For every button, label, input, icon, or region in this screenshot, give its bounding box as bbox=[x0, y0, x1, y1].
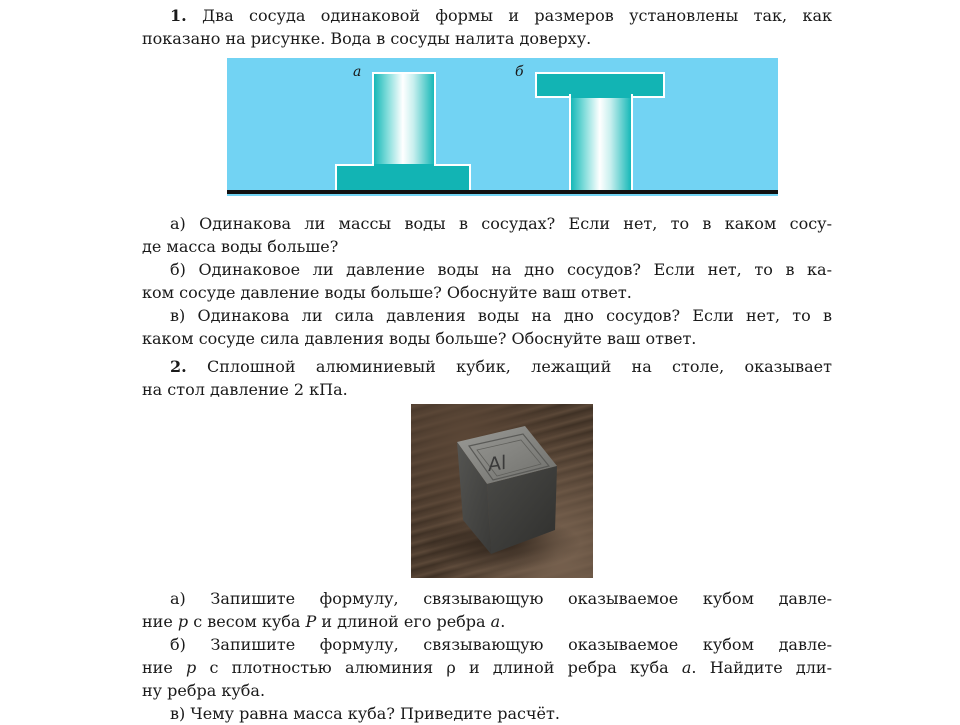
vessel-a-base bbox=[335, 164, 471, 192]
q1b-line2: ком сосуде давление воды больше? Обоснуйте ваш ответ. bbox=[142, 283, 632, 302]
problem2-number: 2. bbox=[170, 357, 187, 376]
vessel-a-label: а bbox=[353, 64, 362, 80]
problem1-number: 1. bbox=[170, 6, 187, 25]
aluminum-cube-photo bbox=[411, 404, 593, 578]
q1a-line2: де масса воды больше? bbox=[142, 237, 339, 256]
q1b-line1: б) Одинаковое ли давление воды на дно сосудов? Если нет, то в ка- bbox=[170, 260, 832, 279]
problem1-intro-line1 bbox=[142, 4, 832, 27]
problem2-intro bbox=[142, 355, 832, 401]
problem1-questions bbox=[142, 212, 832, 350]
ground-line bbox=[227, 190, 778, 194]
q2c-line1: в) Чему равна масса куба? Приведите расчёт. bbox=[170, 704, 560, 723]
q2b-line1: б) Запишите формулу, связывающую оказываемое кубом давле- bbox=[170, 635, 832, 654]
problem2-intro-text1: Сплошной алюминиевый кубик, лежащий на столе, оказывает bbox=[207, 357, 832, 376]
vessel-b-stem bbox=[569, 94, 633, 192]
vessels-figure bbox=[227, 58, 778, 196]
problem1-intro-text1: Два сосуда одинаковой формы и размеров установлены так, как bbox=[202, 6, 832, 25]
q1c-line1: в) Одинакова ли сила давления воды на дно сосудов? Если нет, то в bbox=[170, 306, 832, 325]
cube-symbol-text: Al bbox=[488, 451, 507, 477]
vessel-a-joint bbox=[374, 164, 434, 168]
q2b-line3: ну ребра куба. bbox=[142, 681, 266, 700]
vessel-b-label: б bbox=[515, 64, 524, 80]
problem1-intro bbox=[142, 4, 832, 50]
q1a-line1: а) Одинакова ли массы воды в сосудах? Если нет, то в каком сосу- bbox=[170, 214, 832, 233]
problem1-intro-line2: показано на рисунке. Вода в сосуды налита доверху. bbox=[142, 29, 592, 48]
vessel-b-joint bbox=[571, 94, 631, 98]
q2a-line2: ние p с весом куба P и длиной его ребра a. bbox=[142, 612, 506, 631]
q2b-line2: ние p с плотностью алюминия ρ и длиной ребра куба a. Найдите дли- bbox=[142, 658, 832, 677]
q2a-line1: а) Запишите формулу, связывающую оказываемое кубом давле- bbox=[170, 589, 832, 608]
problem2-questions bbox=[142, 587, 832, 725]
cube-illustration bbox=[411, 404, 593, 578]
problem2-intro-line1 bbox=[142, 355, 832, 378]
q1c-line2: каком сосуде сила давления воды больше? Обоснуйте ваш ответ. bbox=[142, 329, 697, 348]
problem2-intro-line2: на стол давление 2 кПа. bbox=[142, 380, 348, 399]
